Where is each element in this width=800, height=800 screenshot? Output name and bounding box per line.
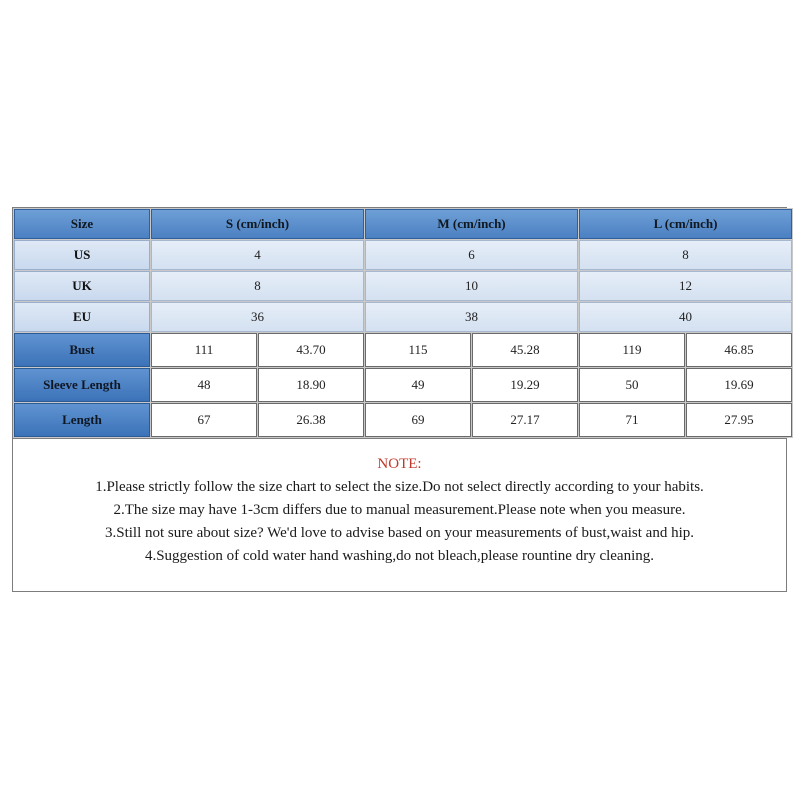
row-label-bust: Bust [14, 333, 150, 367]
table-cell: 111 [151, 333, 257, 367]
row-label-sleeve-length: Sleeve Length [14, 368, 150, 402]
table-row-uk [14, 271, 792, 301]
table-cell: 36 [151, 302, 364, 332]
table-cell: 115 [365, 333, 471, 367]
notes-section [13, 438, 786, 568]
table-cell: 119 [579, 333, 685, 367]
table-cell: 8 [579, 240, 792, 270]
header-row [14, 209, 792, 239]
column-header-m: M (cm/inch) [365, 209, 578, 239]
note-line-3: 3.Still not sure about size? We'd love to advise based on your measurements of bust,waist and hip. [104, 525, 695, 541]
table-cell: 48 [151, 368, 257, 402]
note-line-1: 1.Please strictly follow the size chart to select the size.Do not select directly according to your habits. [95, 479, 704, 495]
row-label-uk: UK [14, 271, 150, 301]
table-cell: 38 [365, 302, 578, 332]
table-row-length [14, 403, 792, 437]
column-header-s: S (cm/inch) [151, 209, 364, 239]
table-cell: 71 [579, 403, 685, 437]
table-cell: 43.70 [258, 333, 364, 367]
table-row-bust [14, 333, 792, 367]
table-cell: 19.69 [686, 368, 792, 402]
table-cell: 8 [151, 271, 364, 301]
table-cell: 40 [579, 302, 792, 332]
size-chart [12, 207, 787, 592]
table-cell: 67 [151, 403, 257, 437]
table-cell: 27.95 [686, 403, 792, 437]
table-cell: 10 [365, 271, 578, 301]
table-row-us [14, 240, 792, 270]
table-cell: 19.29 [472, 368, 578, 402]
note-line-4: 4.Suggestion of cold water hand washing,do not bleach,please rountine dry cleaning. [144, 548, 655, 564]
table-cell: 12 [579, 271, 792, 301]
size-table [13, 208, 793, 438]
note-title: NOTE: [377, 456, 422, 472]
column-header-l: L (cm/inch) [579, 209, 792, 239]
table-row-eu [14, 302, 792, 332]
table-cell: 50 [579, 368, 685, 402]
note-line-2: 2.The size may have 1-3cm differs due to manual measurement.Please note when you measure. [113, 502, 686, 518]
row-label-length: Length [14, 403, 150, 437]
table-cell: 26.38 [258, 403, 364, 437]
table-cell: 46.85 [686, 333, 792, 367]
table-row-sleeve-length [14, 368, 792, 402]
table-cell: 49 [365, 368, 471, 402]
table-cell: 4 [151, 240, 364, 270]
table-cell: 27.17 [472, 403, 578, 437]
table-cell: 45.28 [472, 333, 578, 367]
row-label-eu: EU [14, 302, 150, 332]
size-header: Size [14, 209, 150, 239]
table-cell: 6 [365, 240, 578, 270]
table-cell: 69 [365, 403, 471, 437]
row-label-us: US [14, 240, 150, 270]
table-cell: 18.90 [258, 368, 364, 402]
